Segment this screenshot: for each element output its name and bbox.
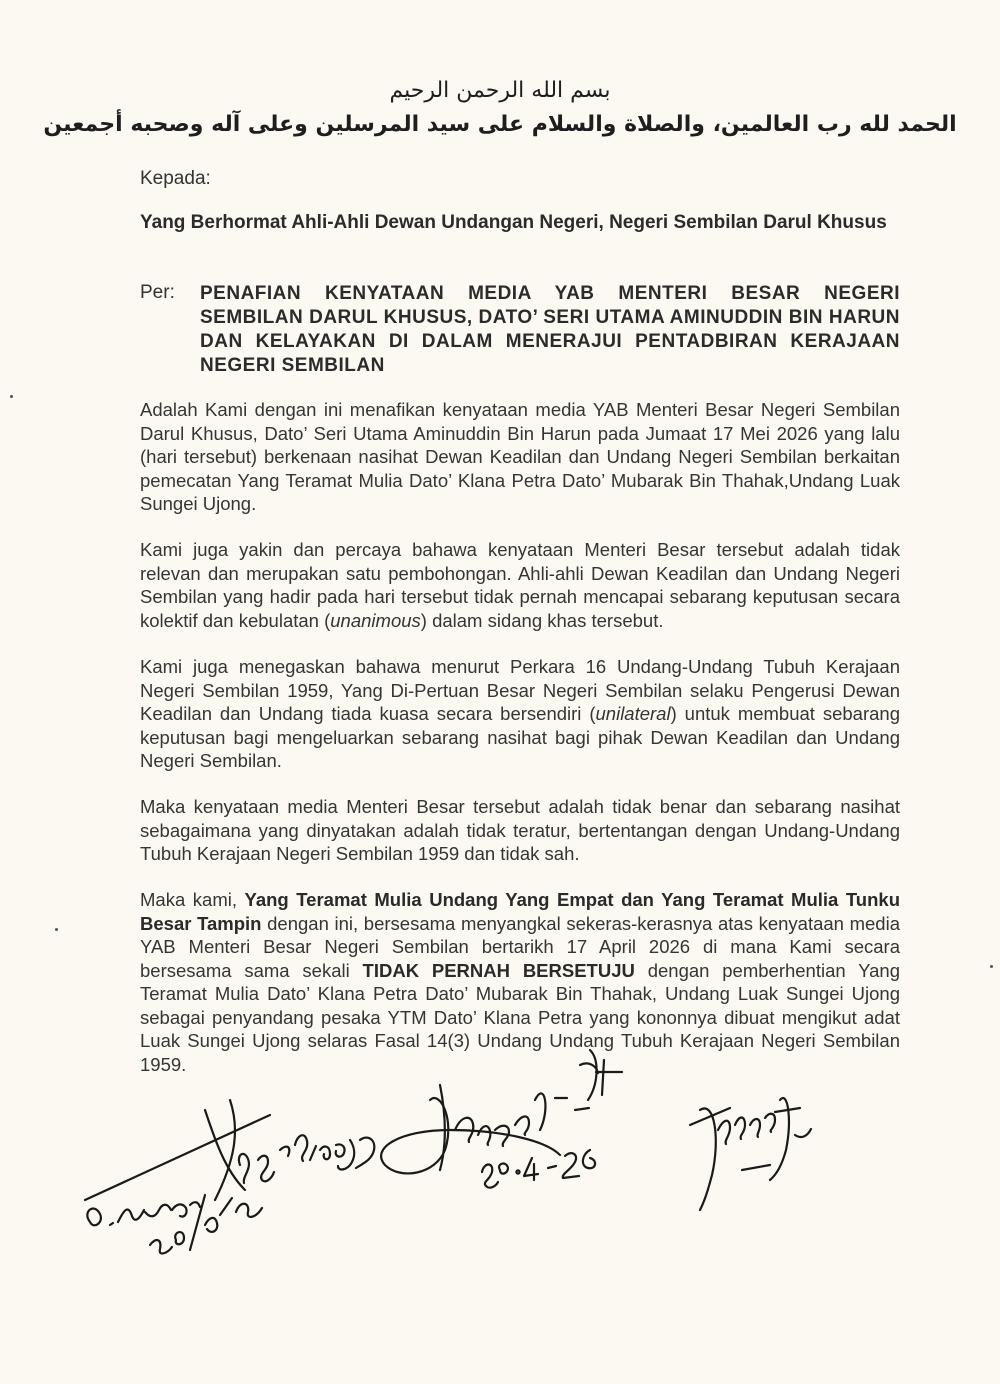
signature-2-date bbox=[482, 1150, 595, 1188]
greeting: Kepada: bbox=[140, 168, 211, 189]
speck bbox=[55, 928, 58, 931]
speck bbox=[990, 965, 993, 968]
per-label: Per: bbox=[140, 282, 175, 303]
paragraph-5-bold-2: TIDAK PERNAH BERSETUJU bbox=[362, 959, 635, 981]
paragraph-4: Maka kenyataan media Menteri Besar tersebut adalah tidak benar dan sebarang nasihat sebagaimana yang dinyatakan adalah tidak teratur, bertentangan dengan Undang-Undang Tubuh Kerajaan Negeri Sembilan 1959 dan tidak sah. bbox=[140, 796, 900, 864]
speck bbox=[10, 395, 13, 398]
paragraph-3-text-b: ) untuk membuat sebarang keputusan bagi mengeluarkan sebarang nasihat bagi pihak Dewan Keadilan dan Undang Negeri Sembilan. bbox=[140, 703, 900, 771]
bismillah-heading: بسم الله الرحمن الرحيم bbox=[389, 78, 611, 103]
subject-line: PENAFIAN KENYATAAN MEDIA YAB MENTERI BESAR NEGERI SEMBILAN DARUL KHUSUS, DATO’ SERI UTAMA AMINUDDIN BIN HARUN DAN KELAYAKAN DI DALAM MENERAJUI PENTADBIRAN KERAJAAN NEGERI SEMBILAN bbox=[200, 283, 900, 376]
paragraph-2-text-a: Kami juga yakin dan percaya bahawa kenyataan Menteri Besar tersebut adalah tidak relevan dan merupakan satu pembohongan. Ahli-ahli Dewan Keadilan dan Undang Negeri Sembilan yang hadir pada hari tersebut tidak pernah mencapai sebarang keputusan secara kolektif dan kebulatan ( bbox=[140, 539, 900, 631]
paragraph-3-text-a: Kami juga menegaskan bahawa menurut Perkara 16 Undang-Undang Tubuh Kerajaan Negeri Sembilan 1959, Yang Di-Pertuan Besar Negeri Sembilan selaku Pengerusi Dewan Keadilan dan Undang tiada kuasa secara bersendiri ( bbox=[140, 656, 900, 724]
paragraph-1: Adalah Kami dengan ini menafikan kenyataan media YAB Menteri Besar Negeri Sembilan Darul Khusus, Dato’ Seri Utama Aminuddin Bin Harun pada Jumaat 17 Mei 2026 yang lalu (hari tersebut) berkenaan nasihat Dewan Keadilan dan Undang Negeri Sembilan berkaitan pemecatan Yang Teramat Mulia Dato’ Klana Petra Dato’ Mubarak Bin Thahak,Undang Luak Sungei Ujong. bbox=[140, 399, 900, 514]
recipient: Yang Berhormat Ahli-Ahli Dewan Undangan Negeri, Negeri Sembilan Darul Khusus bbox=[140, 212, 887, 233]
paragraph-2-text-b: ) dalam sidang khas tersebut. bbox=[420, 609, 664, 631]
paragraph-3-italic: unilateral bbox=[595, 703, 671, 724]
paragraph-2-italic: unanimous bbox=[330, 609, 421, 631]
paragraph-5-text-a: Maka kami, bbox=[140, 889, 245, 910]
paragraph-5-text-b: dengan ini, bersesama menyangkal sekeras-kerasnya atas kenyataan media YAB Menteri Besar Negeri Sembilan bertarikh 17 April 2026 di mana Kami secara bersesama sama sekali bbox=[140, 912, 900, 981]
hamdalah-heading: الحمد لله رب العالمين، والصلاة والسلام على سيد المرسلين وعلى آله وصحبه أجمعين bbox=[43, 112, 957, 137]
paragraph-5-bold-1: Yang Teramat Mulia Undang Yang Empat dan Yang Teramat Mulia Tunku Besar Tampin bbox=[140, 889, 900, 934]
signature-1 bbox=[85, 1100, 374, 1253]
signature-3 bbox=[690, 1098, 811, 1210]
paragraph-5-text-c: dengan pemberhentian Yang Teramat Mulia Dato’ Klana Petra Dato’ Mubarak Bin Thahak, Undang Luak Sungei Ujong sebagai penyandang pesaka YTM Dato’ Klana Petra yang kononnya dibuat mengikut adat Luak Sungei Ujong selaras Fasal 14(3) Undang Undang Tubuh Kerajaan Negeri Sembilan 1959. bbox=[140, 959, 900, 1075]
